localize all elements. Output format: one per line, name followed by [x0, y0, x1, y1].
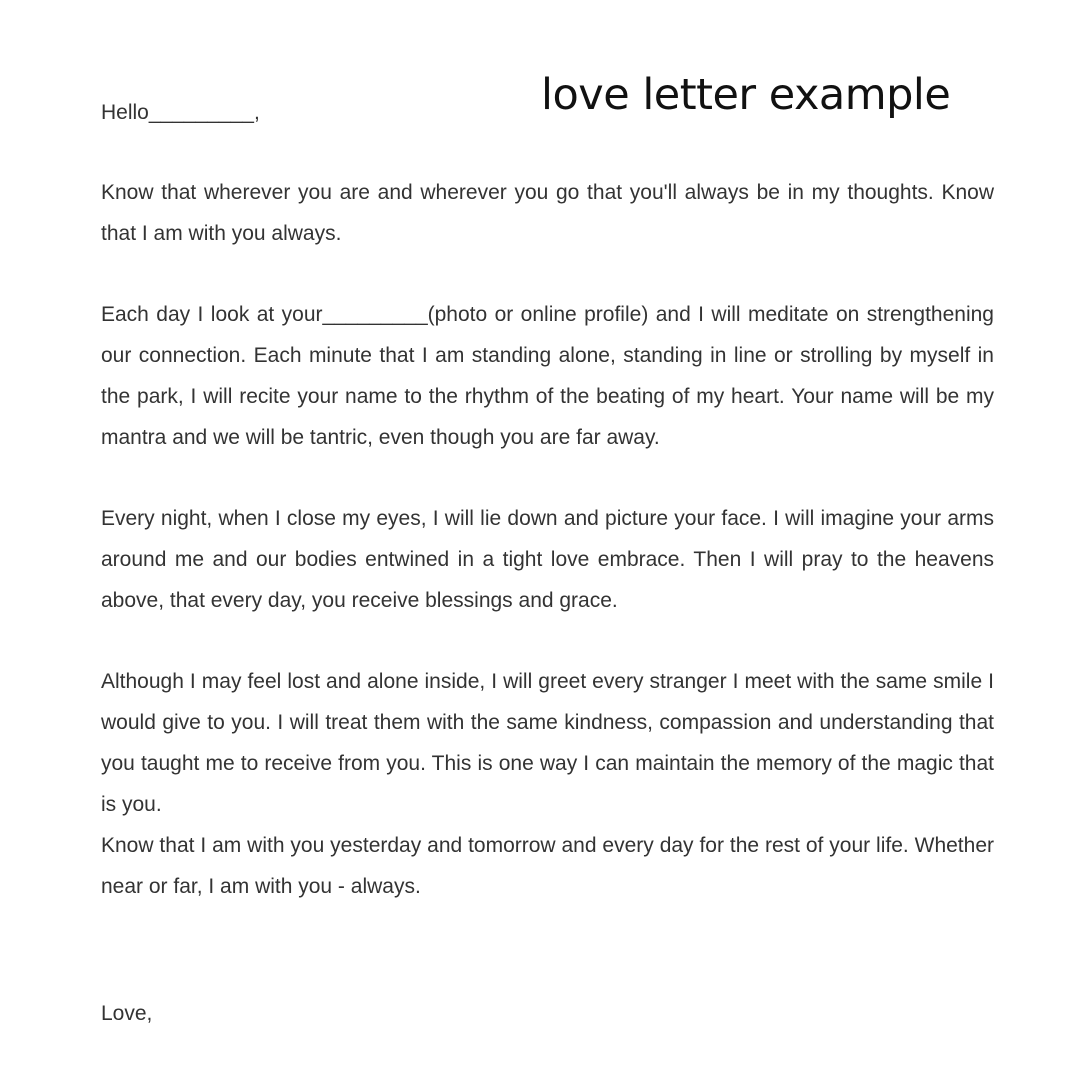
- letter-greeting: Hello_________,: [101, 101, 260, 124]
- letter-closing: Love,: [101, 1002, 153, 1025]
- letter-paragraph: Know that wherever you are and wherever you go that you'll always be in my thoughts. Know that I am with you always.: [101, 181, 994, 245]
- letter-body: [101, 172, 994, 907]
- letter-paragraph: Although I may feel lost and alone inside, I will greet every stranger I meet with the same smile I would give to you. I will treat them with the same kindness, compassion and understanding that you taught me to receive from you. This is one way I can maintain the memory of the magic that is you.: [101, 670, 994, 816]
- letter-paragraph: Each day I look at your_________(photo or online profile) and I will meditate on strengthening our connection. Each minute that I am standing alone, standing in line or strolling by myself in the park, I will recite your name to the rhythm of the beating of my heart. Your name will be my mantra and we will be tantric, even though you are far away.: [101, 303, 994, 449]
- letter-paragraph: Every night, when I close my eyes, I will lie down and picture your face. I will imagine your arms around me and our bodies entwined in a tight love embrace. Then I will pray to the heavens above, that every day, you receive blessings and grace.: [101, 507, 994, 612]
- page-title: love letter example: [541, 70, 951, 120]
- letter-paragraph: Know that I am with you yesterday and tomorrow and every day for the rest of your life. Whether near or far, I am with you - always.: [101, 834, 994, 898]
